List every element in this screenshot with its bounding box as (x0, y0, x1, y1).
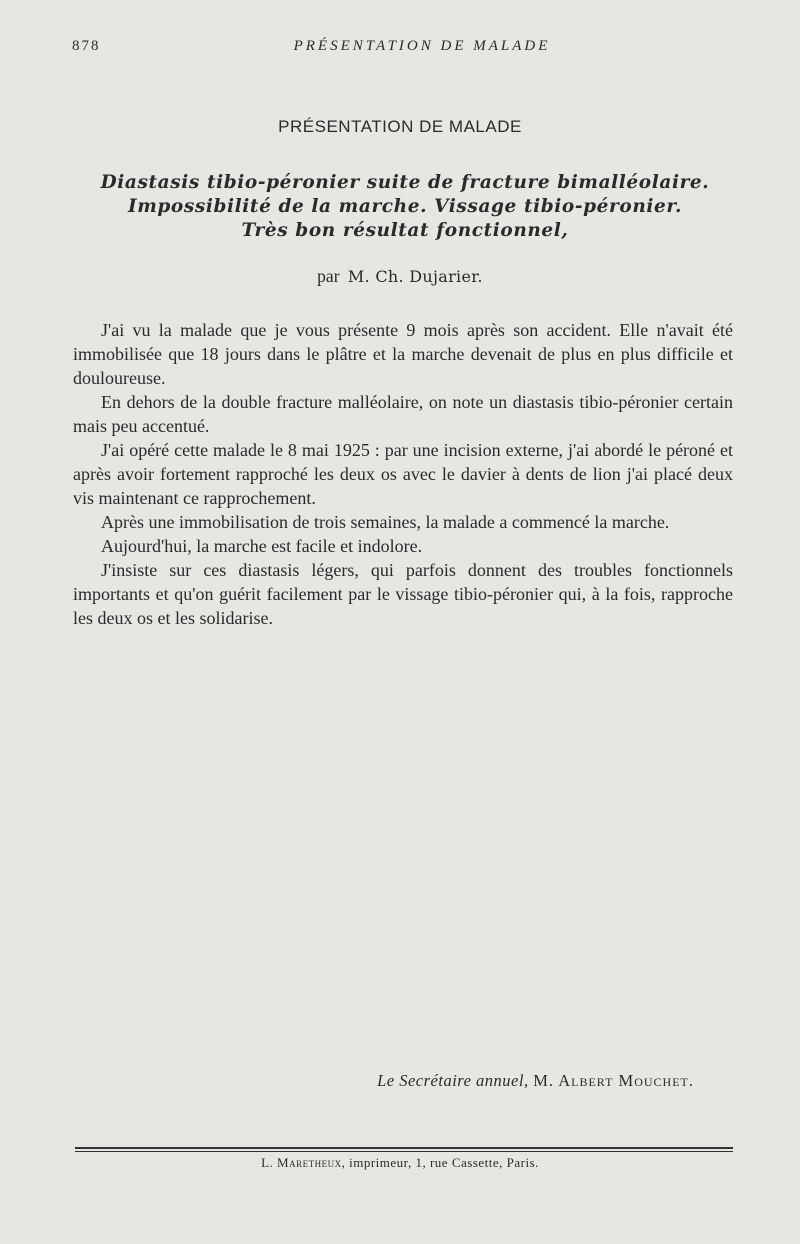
printer-address: imprimeur, 1, rue Cassette, Paris. (349, 1155, 539, 1170)
secretary-name: M. Albert Mouchet. (533, 1071, 694, 1090)
article-title (60, 171, 750, 243)
body-paragraph: Après une immobilisation de trois semaines, la malade a commencé la marche. (101, 512, 670, 532)
closing-signature (0, 1071, 694, 1091)
article-title-line: Diastasis tibio-péronier suite de fracture bimalléolaire. (100, 172, 710, 193)
body-paragraph: J'ai vu la malade que je vous présente 9 mois après son accident. Elle n'avait été immobilisée que 18 jours dans le plâtre et la marche devenait de plus en plus difficile et douloureuse. (73, 320, 733, 388)
article-body (73, 318, 733, 630)
running-header (72, 38, 732, 62)
printer-imprint (0, 1155, 800, 1171)
footer-rule (75, 1147, 733, 1149)
running-title: PRÉSENTATION DE MALADE (293, 38, 551, 54)
byline (0, 266, 800, 287)
page-number: 878 (72, 38, 101, 54)
body-paragraph: En dehors de la double fracture malléolaire, on note un diastasis tibio-péronier certain mais peu accentué. (73, 392, 733, 436)
printer-name: L. Maretheux, (261, 1155, 346, 1170)
byline-prefix: par (317, 266, 340, 286)
article-title-line: Très bon résultat fonctionnel, (241, 220, 569, 241)
section-title: PRÉSENTATION DE MALADE (278, 117, 522, 136)
body-paragraph: J'insiste sur ces diastasis légers, qui parfois donnent des troubles fonctionnels importants et qu'on guérit facilement par le vissage tibio-péronier qui, à la fois, rapproche les deux os et les solidarise. (73, 560, 733, 628)
footer-rule-thin (75, 1151, 733, 1152)
byline-author: M. Ch. Dujarier. (347, 267, 483, 286)
article-title-line: Impossibilité de la marche. Vissage tibio-péronier. (127, 196, 683, 217)
body-paragraph: Aujourd'hui, la marche est facile et indolore. (101, 536, 423, 556)
body-paragraph: J'ai opéré cette malade le 8 mai 1925 : par une incision externe, j'ai abordé le péroné et après avoir fortement rapproché les deux os avec le davier à dents de lion j'ai placé deux vis maintenant ce rapprochement. (73, 440, 733, 508)
secretary-role: Le Secrétaire annuel, (377, 1071, 529, 1090)
